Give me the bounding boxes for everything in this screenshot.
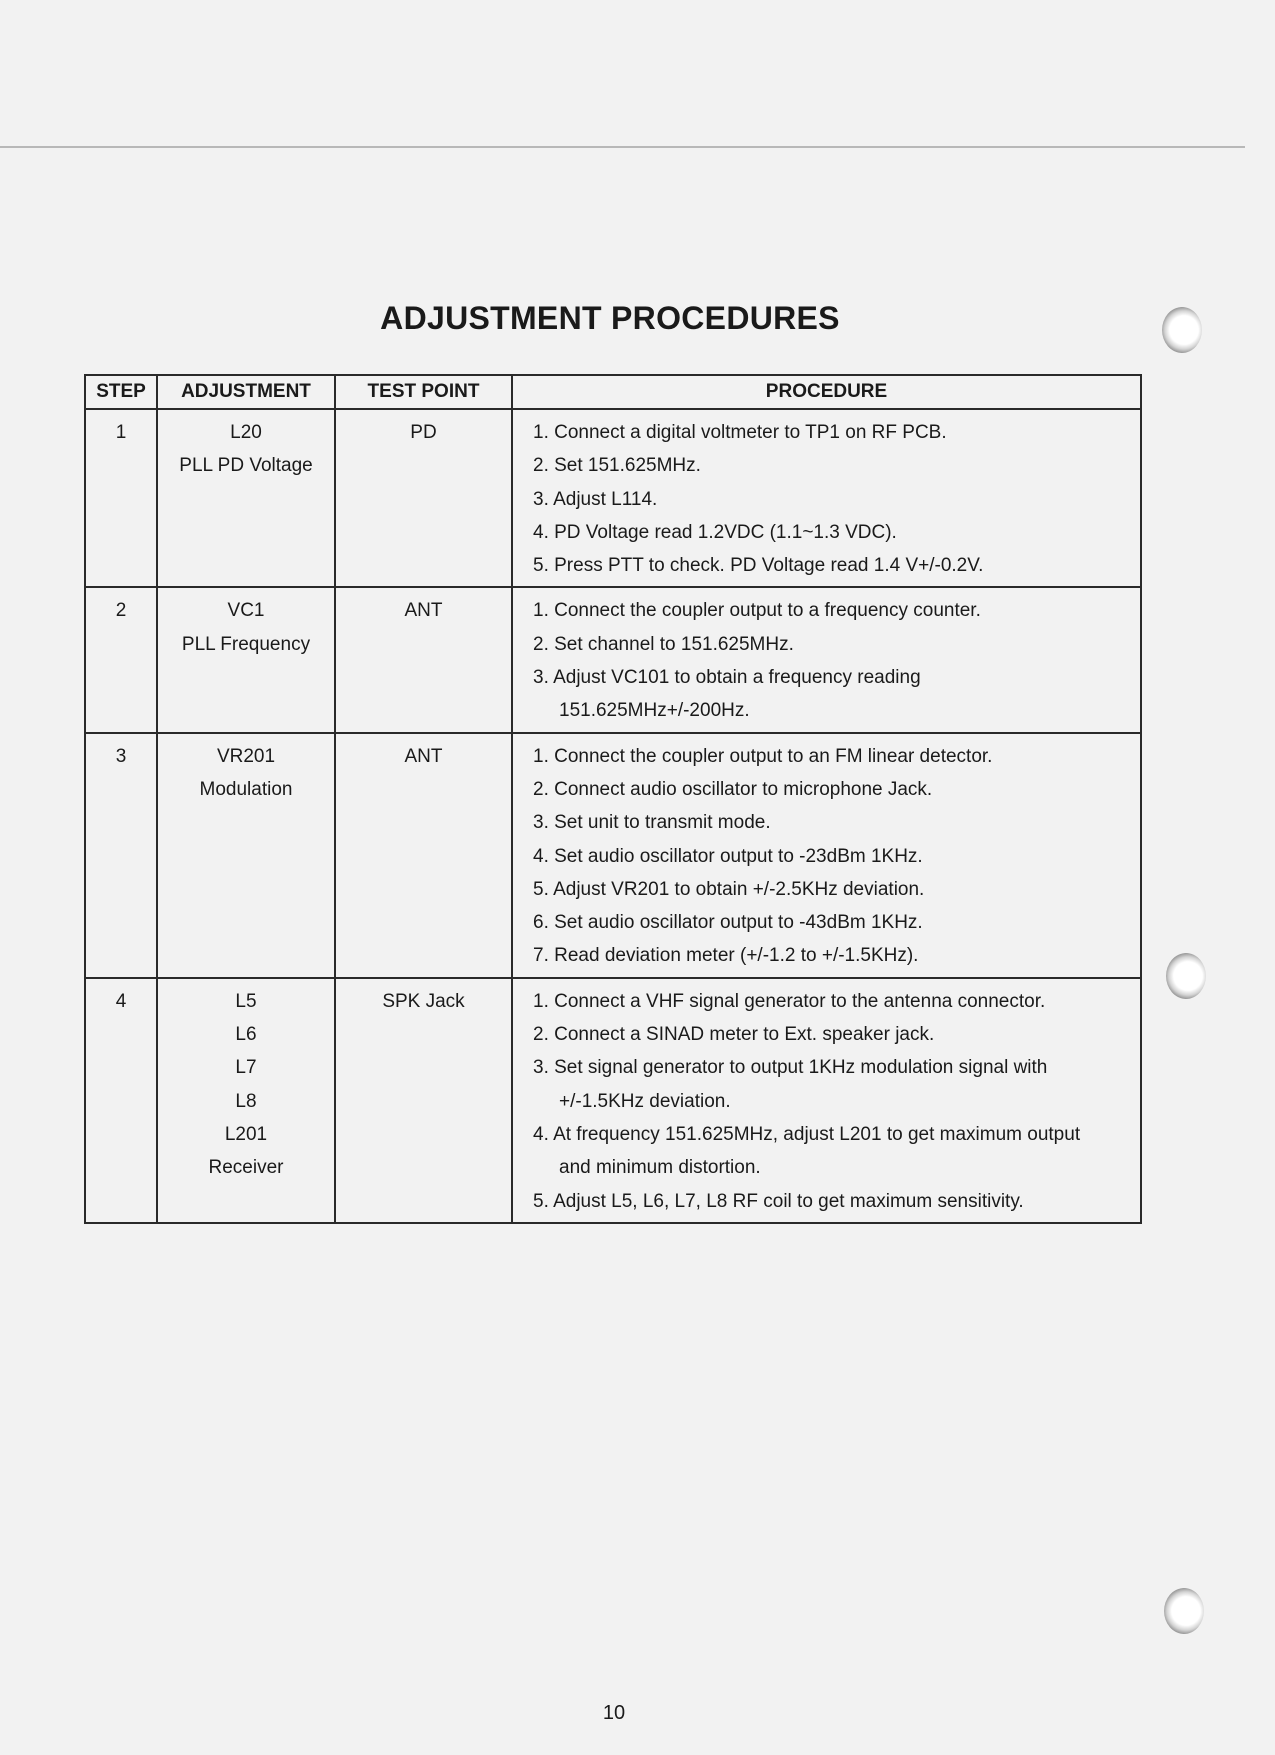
procedure-step: 7. Read deviation meter (+/-1.2 to +/-1.5KHz). [533, 945, 919, 967]
procedure-cell [512, 733, 1141, 978]
procedure-cell [512, 409, 1141, 587]
procedure-cell [512, 978, 1141, 1223]
procedure-step: 2. Set 151.625MHz. [533, 455, 701, 477]
procedure-step: 1. Connect a digital voltmeter to TP1 on RF PCB. [533, 422, 947, 443]
procedure-step-continuation: and minimum distortion. [559, 1157, 761, 1179]
binder-hole [1166, 953, 1206, 999]
procedure-step: 6. Set audio oscillator output to -43dBm 1KHz. [533, 912, 923, 934]
procedure-step: 1. Connect a VHF signal generator to the antenna connector. [533, 990, 1046, 1012]
procedure-step-continuation: 151.625MHz+/-200Hz. [559, 700, 750, 722]
table-row [85, 587, 1141, 732]
table-row [85, 733, 1141, 978]
adjustment-line: L6 [235, 1024, 257, 1046]
step-cell: 2 [85, 587, 157, 732]
adjustment-line: PLL Frequency [181, 633, 311, 655]
table-row [85, 409, 1141, 587]
page-number: 10 [602, 1702, 626, 1724]
test-point-cell: ANT [335, 733, 512, 978]
procedure-step: 5. Press PTT to check. PD Voltage read 1.4 V+/-0.2V. [533, 555, 984, 577]
adjustment-line: Modulation [199, 778, 293, 800]
step-cell: 1 [85, 409, 157, 587]
adjustment-line: Receiver [208, 1157, 284, 1179]
adjustment-procedures-table [84, 374, 1142, 1224]
adjustment-line: L20 [230, 422, 262, 443]
table-row [85, 978, 1141, 1223]
procedure-step: 4. At frequency 151.625MHz, adjust L201 to get maximum output [533, 1123, 1081, 1145]
step-cell: 3 [85, 733, 157, 978]
test-point-cell: SPK Jack [335, 978, 512, 1223]
header-step: STEP [85, 375, 157, 409]
procedure-step: 5. Adjust VR201 to obtain +/-2.5KHz deviation. [533, 878, 925, 900]
adjustment-line: VR201 [216, 745, 276, 767]
test-point-cell: PD [335, 409, 512, 587]
step-cell: 4 [85, 978, 157, 1223]
procedure-step-continuation: +/-1.5KHz deviation. [559, 1090, 731, 1112]
adjustment-line: L7 [235, 1057, 257, 1079]
procedure-cell [512, 587, 1141, 732]
procedure-step: 5. Adjust L5, L6, L7, L8 RF coil to get maximum sensitivity. [533, 1190, 1024, 1212]
procedure-step: 3. Adjust L114. [533, 488, 658, 510]
adjustment-line: L5 [235, 990, 257, 1012]
procedure-step: 4. PD Voltage read 1.2VDC (1.1~1.3 VDC). [533, 521, 897, 543]
header-procedure: PROCEDURE [512, 375, 1141, 409]
adjustment-line: L201 [224, 1123, 268, 1145]
procedure-step: 2. Connect audio oscillator to microphone Jack. [533, 778, 933, 800]
page-top-rule [0, 146, 1245, 148]
adjustment-line: PLL PD Voltage [179, 455, 313, 477]
adjustment-cell [157, 978, 335, 1223]
adjustment-line: VC1 [227, 600, 265, 622]
test-point-cell: ANT [335, 587, 512, 732]
adjustment-line: L8 [235, 1090, 257, 1112]
table-header-row [85, 375, 1141, 409]
procedure-step: 3. Set signal generator to output 1KHz modulation signal with [533, 1057, 1048, 1079]
header-adjustment: ADJUSTMENT [157, 375, 335, 409]
binder-hole [1164, 1588, 1204, 1634]
adjustment-cell [157, 587, 335, 732]
page-title: ADJUSTMENT PROCEDURES [380, 300, 840, 336]
procedure-step: 3. Set unit to transmit mode. [533, 812, 771, 834]
procedure-step: 3. Adjust VC101 to obtain a frequency reading [533, 667, 921, 689]
header-test-point: TEST POINT [335, 375, 512, 409]
procedure-step: 1. Connect the coupler output to an FM linear detector. [533, 745, 993, 767]
adjustment-cell [157, 733, 335, 978]
procedure-step: 1. Connect the coupler output to a frequency counter. [533, 600, 981, 622]
procedure-step: 4. Set audio oscillator output to -23dBm 1KHz. [533, 845, 923, 867]
procedure-step: 2. Set channel to 151.625MHz. [533, 633, 794, 655]
adjustment-cell [157, 409, 335, 587]
procedure-step: 2. Connect a SINAD meter to Ext. speaker jack. [533, 1024, 935, 1046]
